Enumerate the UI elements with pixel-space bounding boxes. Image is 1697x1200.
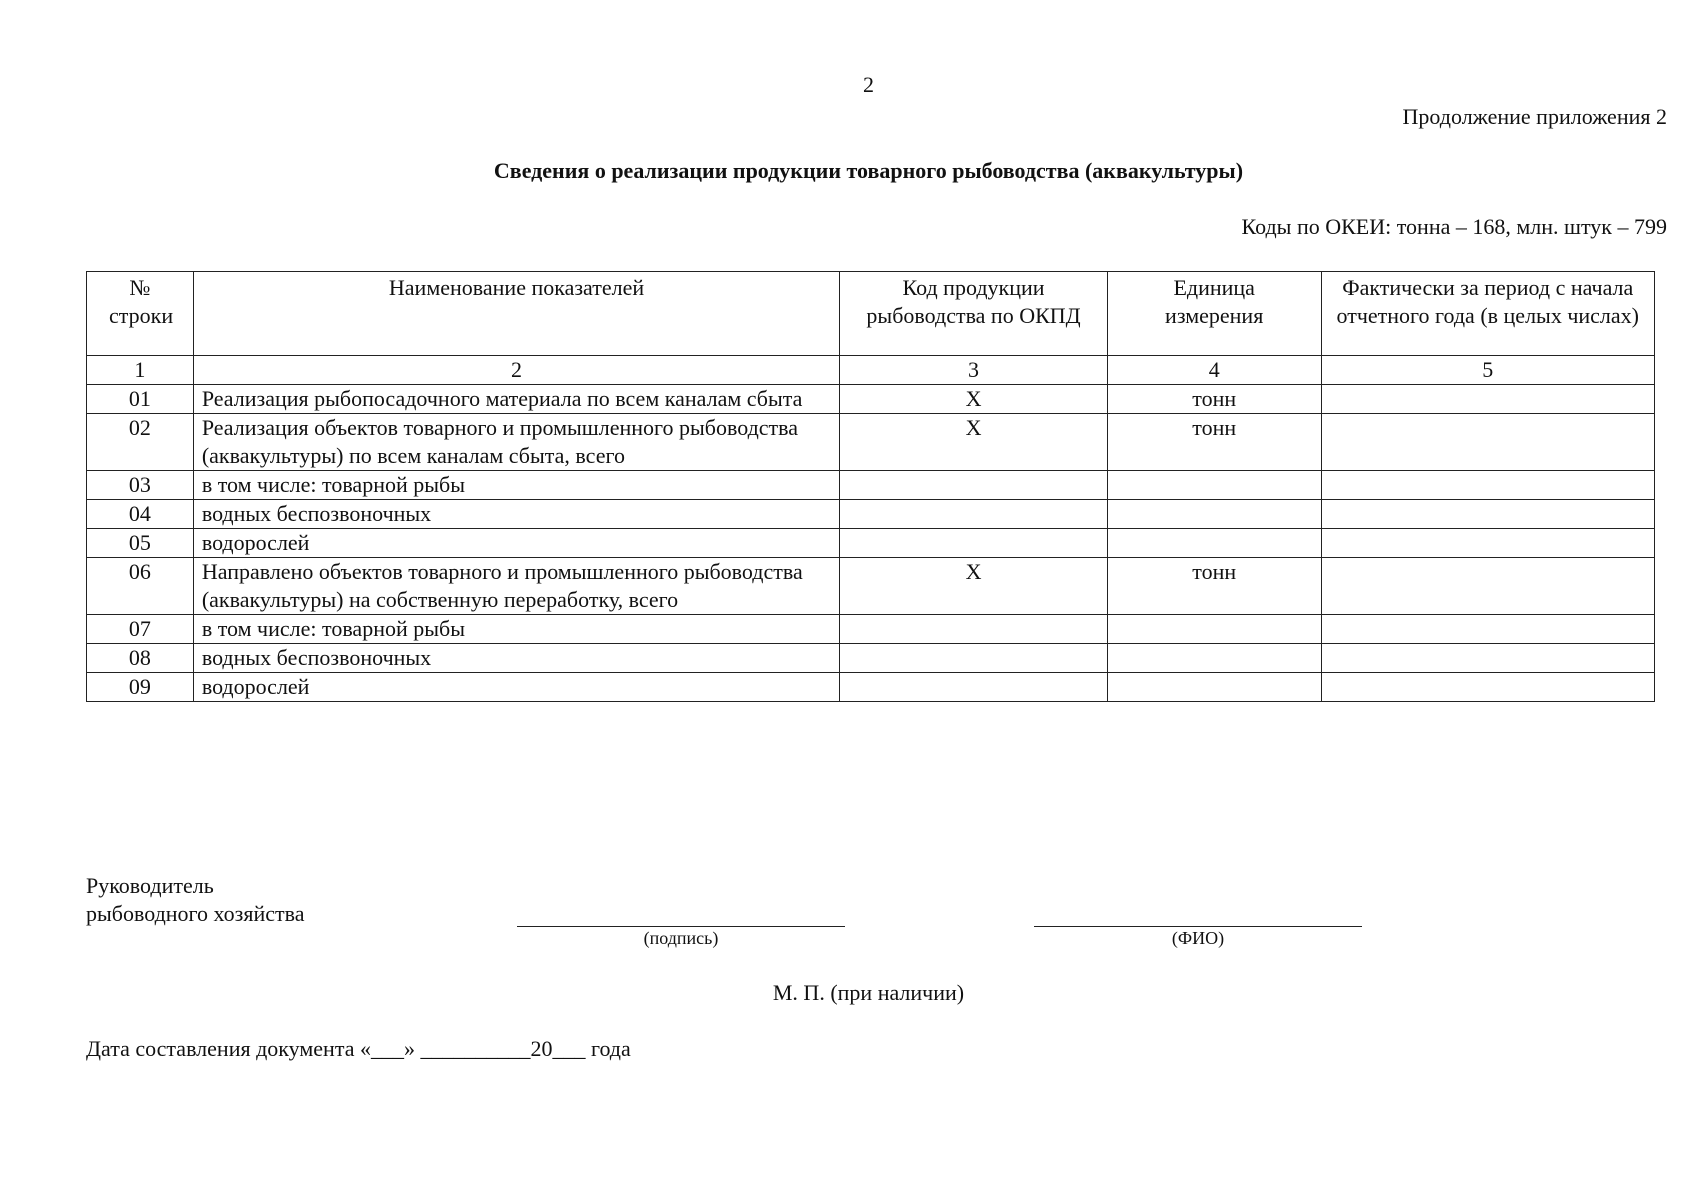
row-number: 04: [87, 500, 194, 529]
okei-codes: Коды по ОКЕИ: тонна – 168, млн. штук – 799: [1241, 214, 1667, 239]
signature-caption: (подпись): [643, 928, 719, 948]
unit[interactable]: [1107, 615, 1321, 644]
table-header-row: [87, 272, 1655, 356]
table-row: [87, 615, 1655, 644]
indicator-name: в том числе: товарной рыбы: [193, 615, 839, 644]
unit[interactable]: [1107, 644, 1321, 673]
product-code: Х: [840, 414, 1108, 471]
signature-role-line: рыбоводного хозяйства: [86, 901, 305, 926]
full-name-caption: (ФИО): [1171, 928, 1225, 948]
table-row: [87, 644, 1655, 673]
product-code[interactable]: [840, 673, 1108, 702]
header-actual-value: Фактически за период с начала отчетного года (в целых числах): [1321, 272, 1654, 356]
product-code[interactable]: [840, 471, 1108, 500]
column-number: 1: [87, 356, 194, 385]
actual-value-cell[interactable]: [1321, 558, 1654, 615]
table-row: [87, 673, 1655, 702]
header-product-code: Код продукции рыбоводства по ОКПД: [840, 272, 1108, 356]
product-code[interactable]: [840, 615, 1108, 644]
column-number: 5: [1321, 356, 1654, 385]
row-number: 05: [87, 529, 194, 558]
report-table: [86, 271, 1655, 702]
indicator-name: водорослей: [193, 529, 839, 558]
document-date-line[interactable]: Дата составления документа «___» __________20___ года: [86, 1036, 631, 1061]
indicator-name: водорослей: [193, 673, 839, 702]
row-number: 09: [87, 673, 194, 702]
product-code[interactable]: [840, 644, 1108, 673]
row-number: 07: [87, 615, 194, 644]
product-code[interactable]: [840, 529, 1108, 558]
header-unit: Единица измерения: [1107, 272, 1321, 356]
indicator-name: водных беспозвоночных: [193, 644, 839, 673]
header-indicator-name: Наименование показателей: [193, 272, 839, 356]
actual-value-cell[interactable]: [1321, 471, 1654, 500]
indicator-name: Направлено объектов товарного и промышленного рыбоводства (аквакультуры) на собственную переработку, всего: [193, 558, 839, 615]
stamp-note: М. П. (при наличии): [772, 980, 965, 1005]
full-name-line[interactable]: [1034, 926, 1362, 927]
unit: тонн: [1107, 414, 1321, 471]
column-number: 4: [1107, 356, 1321, 385]
actual-value-cell[interactable]: [1321, 385, 1654, 414]
signature-role: [86, 872, 305, 928]
table-row: [87, 529, 1655, 558]
document-title: Сведения о реализации продукции товарного рыбоводства (аквакультуры): [493, 158, 1244, 183]
row-number: 02: [87, 414, 194, 471]
row-number: 06: [87, 558, 194, 615]
unit[interactable]: [1107, 471, 1321, 500]
actual-value-cell[interactable]: [1321, 615, 1654, 644]
product-code[interactable]: [840, 500, 1108, 529]
unit[interactable]: [1107, 673, 1321, 702]
indicator-name: в том числе: товарной рыбы: [193, 471, 839, 500]
column-numbers-row: [87, 356, 1655, 385]
indicator-name: Реализация рыбопосадочного материала по всем каналам сбыта: [193, 385, 839, 414]
unit: тонн: [1107, 558, 1321, 615]
product-code: Х: [840, 558, 1108, 615]
actual-value-cell[interactable]: [1321, 673, 1654, 702]
column-number: 2: [193, 356, 839, 385]
page-number: 2: [863, 72, 874, 97]
unit: тонн: [1107, 385, 1321, 414]
unit[interactable]: [1107, 500, 1321, 529]
column-number: 3: [840, 356, 1108, 385]
product-code: Х: [840, 385, 1108, 414]
row-number: 08: [87, 644, 194, 673]
table-row: [87, 500, 1655, 529]
row-number: 03: [87, 471, 194, 500]
table-row: [87, 414, 1655, 471]
indicator-name: водных беспозвоночных: [193, 500, 839, 529]
indicator-name: Реализация объектов товарного и промышленного рыбоводства (аквакультуры) по всем каналам сбыта, всего: [193, 414, 839, 471]
header-row-number: № строки: [87, 272, 194, 356]
table-row: [87, 471, 1655, 500]
actual-value-cell[interactable]: [1321, 529, 1654, 558]
unit[interactable]: [1107, 529, 1321, 558]
table-row: [87, 385, 1655, 414]
row-number: 01: [87, 385, 194, 414]
actual-value-cell[interactable]: [1321, 414, 1654, 471]
actual-value-cell[interactable]: [1321, 644, 1654, 673]
signature-role-line: Руководитель: [86, 873, 214, 898]
actual-value-cell[interactable]: [1321, 500, 1654, 529]
appendix-note: Продолжение приложения 2: [1402, 104, 1667, 129]
table-row: [87, 558, 1655, 615]
signature-line[interactable]: [517, 926, 845, 927]
